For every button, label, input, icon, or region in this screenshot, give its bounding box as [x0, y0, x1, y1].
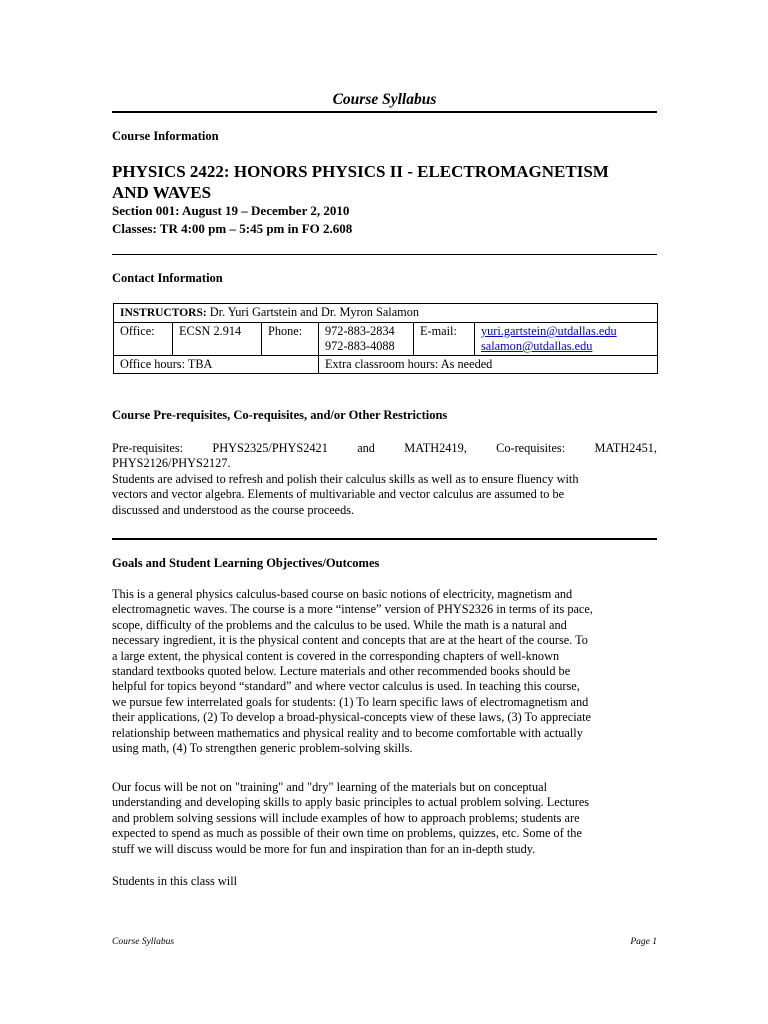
office-label: Office: — [114, 323, 173, 356]
phone-numbers — [319, 323, 414, 356]
email-link-gartstein[interactable]: yuri.gartstein@utdallas.edu — [481, 324, 617, 338]
email-addresses — [475, 323, 658, 356]
goals-p1-line: electromagnetic waves. The course is a more “intense” version of PHYS2326 in terms of its pace, — [112, 602, 593, 617]
office-value: ECSN 2.914 — [173, 323, 262, 356]
page-number: Page 1 — [630, 937, 657, 947]
goals-paragraph-2 — [112, 780, 657, 857]
prereq-word: PHYS2325/PHYS2421 — [212, 441, 328, 455]
prereq-line-1 — [112, 441, 657, 456]
prereq-word: MATH2451, — [594, 441, 657, 455]
goals-p1-line: relationship between mathematics and physical reality and to become comfortable with actually — [112, 725, 583, 740]
prereq-word: and — [357, 441, 375, 455]
footer-title: Course Syllabus — [112, 937, 175, 947]
goals-p1-line: using math, (4) To strengthen generic problem-solving skills. — [112, 741, 413, 756]
extra-classroom-hours: Extra classroom hours: As needed — [319, 356, 658, 374]
office-phone-email-row — [114, 323, 658, 356]
course-title — [112, 161, 657, 203]
office-hours: Office hours: TBA — [114, 356, 319, 374]
goals-heading: Goals and Student Learning Objectives/Outcomes — [112, 556, 380, 570]
course-schedule — [112, 202, 352, 238]
instructors-label: INSTRUCTORS: — [120, 307, 207, 319]
contact-divider — [112, 254, 657, 255]
goals-p2-line: expected to spend as much as possible of their own time on problems, quizzes, etc. Some of the — [112, 826, 582, 841]
goals-divider — [112, 538, 657, 540]
contact-table — [113, 303, 658, 374]
email-label: E-mail: — [414, 323, 475, 356]
goals-p2-line: Our focus will be not on "training" and "dry" learning of the materials but on conceptual — [112, 780, 547, 794]
course-info-heading: Course Information — [112, 129, 219, 143]
goals-p2-line: understanding and developing skills to apply basic principles to actual problem solving. Lectures — [112, 795, 590, 810]
classes-line: Classes: TR 4:00 pm – 5:45 pm in FO 2.608 — [112, 221, 353, 236]
prereq-text-line: Students are advised to refresh and polish their calculus skills as well as to ensure fluency with — [112, 471, 579, 486]
prereq-paragraph — [112, 441, 657, 518]
hours-row — [114, 356, 658, 374]
goals-p2-line: stuff we will discuss would be more for fun and inspiration than for an in-depth study. — [112, 841, 536, 856]
goals-p2-line: and problem solving sessions will include examples of how to approach problems; students are — [112, 810, 580, 825]
goals-p1-line: This is a general physics calculus-based course on basic notions of electricity, magnetism and — [112, 587, 573, 601]
instructors-cell — [114, 304, 658, 323]
email-link-salamon[interactable]: salamon@utdallas.edu — [481, 339, 593, 353]
prereq-word: Co-requisites: — [496, 441, 566, 455]
course-title-line-1: PHYSICS 2422: HONORS PHYSICS II - ELECTROMAGNETISM — [112, 162, 609, 181]
prereq-text-line: discussed and understood as the course proceeds. — [112, 502, 355, 517]
instructors-row — [114, 304, 658, 323]
goals-p1-line: their applications, (2) To develop a broad-physical-concepts view of these laws, (3) To appreciate — [112, 710, 591, 725]
title-divider — [112, 111, 657, 113]
goals-p1-line: we pursue few interrelated goals for students: (1) To learn specific laws of electromagnetism and — [112, 694, 589, 709]
prereq-text-line: vectors and vector algebra. Elements of multivariable and vector calculus are assumed to be — [112, 487, 565, 502]
prereq-word: Pre-requisites: — [112, 441, 184, 455]
goals-p1-line: a large extent, the physical content is covered in the corresponding chapters of well-known — [112, 648, 560, 663]
phone-label: Phone: — [262, 323, 319, 356]
goals-p1-line: standard textbooks quoted below. Lecture materials and other recommended books should be — [112, 664, 571, 679]
phone-number-2: 972-883-4088 — [325, 339, 395, 353]
page-footer — [112, 937, 657, 947]
goals-p1-line: necessary ingredient, it is the physical content and concepts that are at the heart of the course. To — [112, 633, 588, 648]
instructors-value: Dr. Yuri Gartstein and Dr. Myron Salamon — [209, 305, 420, 319]
goals-p1-line: scope, difficulty of the problems and the calculus to be used. While the math is a natural and — [112, 617, 567, 632]
course-title-line-2: AND WAVES — [112, 183, 212, 202]
prereq-line-2: PHYS2126/PHYS2127. — [112, 456, 231, 471]
contact-heading: Contact Information — [112, 271, 223, 285]
document-title: Course Syllabus — [332, 91, 437, 108]
prereq-word: MATH2419, — [404, 441, 467, 455]
goals-paragraph-1 — [112, 587, 657, 756]
section-line: Section 001: August 19 – December 2, 2010 — [112, 203, 350, 218]
prereq-heading: Course Pre-requisites, Co-requisites, and/or Other Restrictions — [112, 408, 448, 422]
phone-number-1: 972-883-2834 — [325, 324, 395, 338]
goals-paragraph-3: Students in this class will — [112, 874, 238, 888]
goals-p1-line: helpful for topics beyond “standard” and where vector calculus is used. In teaching this course, — [112, 679, 580, 694]
